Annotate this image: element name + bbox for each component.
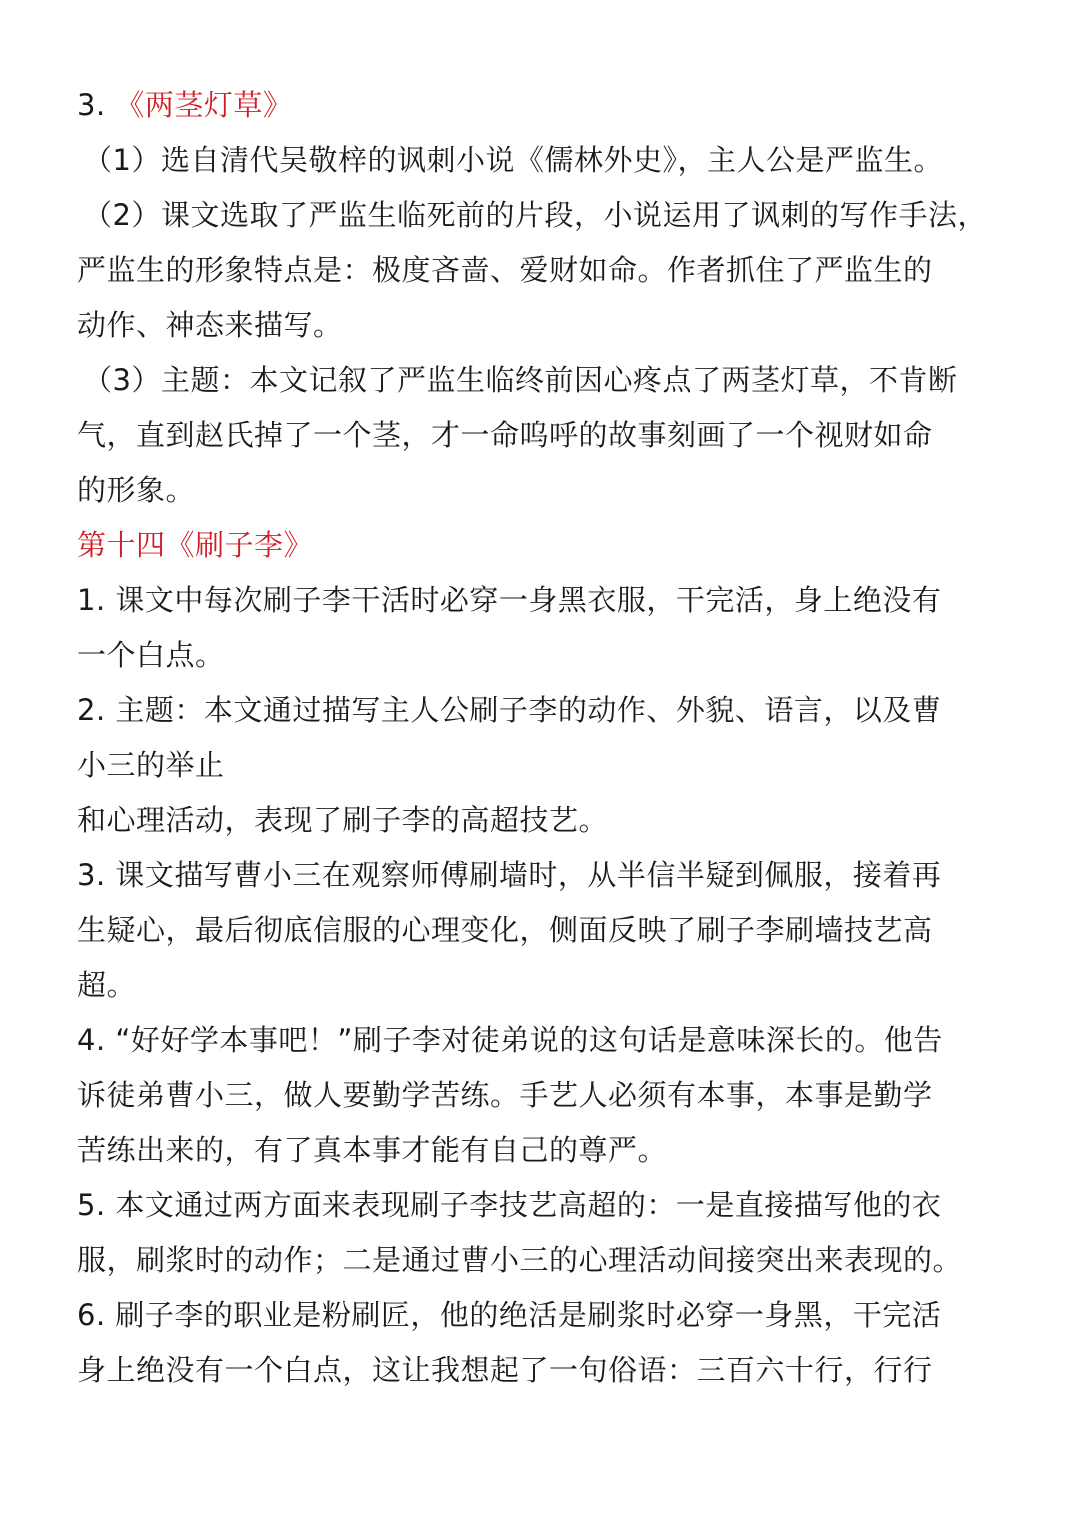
lesson-14-heading: 第十四《刷子李》 xyxy=(77,528,314,562)
document-body xyxy=(77,78,1005,1398)
lesson-14-item-4-line-1: 4. “好好学本事吧！”刷子李对徒弟说的这句话是意味深长的。他告 xyxy=(77,1023,943,1057)
lesson-14-item-6-line-1: 6. 刷子李的职业是粉刷匠，他的绝活是刷浆时必穿一身黑，干完活 xyxy=(77,1298,942,1332)
lesson-14-item-6-line-2: 身上绝没有一个白点，这让我想起了一句俗语：三百六十行，行行 xyxy=(77,1353,933,1387)
section-3-point-1: （1）选自清代吴敬梓的讽刺小说《儒林外史》，主人公是严监生。 xyxy=(83,143,943,177)
lesson-14-item-1-line-1: 1. 课文中每次刷子李干活时必穿一身黑衣服，干完活，身上绝没有 xyxy=(77,583,942,617)
section-3-point-3-line-3: 的形象。 xyxy=(77,473,196,507)
section-3-point-3-line-2: 气，直到赵氏掉了一个茎，才一命呜呼的故事刻画了一个视财如命 xyxy=(77,418,933,452)
lesson-14-item-5-line-2: 服，刷浆时的动作；二是通过曹小三的心理活动间接突出来表现的。 xyxy=(77,1243,963,1277)
lesson-14-item-3-line-1: 3. 课文描写曹小三在观察师傅刷墙时，从半信半疑到佩服，接着再 xyxy=(77,858,942,892)
lesson-14-item-2-line-2: 小三的举止 xyxy=(77,748,225,782)
lesson-14-item-2-line-1: 2. 主题：本文通过描写主人公刷子李的动作、外貌、语言，以及曹 xyxy=(77,693,942,727)
section-3-point-3-line-1: （3）主题：本文记叙了严监生临终前因心疼点了两茎灯草，不肯断 xyxy=(83,363,958,397)
section-3-point-2-line-3: 动作、神态来描写。 xyxy=(77,308,343,342)
section-title: 《两茎灯草》 xyxy=(115,88,293,122)
lesson-14-item-2-line-3: 和心理活动，表现了刷子李的高超技艺。 xyxy=(77,803,609,837)
lesson-14-item-1-line-2: 一个白点。 xyxy=(77,638,225,672)
lesson-14-item-5-line-1: 5. 本文通过两方面来表现刷子李技艺高超的：一是直接描写他的衣 xyxy=(77,1188,942,1222)
lesson-14-item-3-line-3: 超。 xyxy=(77,968,137,1002)
section-3-point-2-line-1: （2）课文选取了严监生临死前的片段，小说运用了讽刺的写作手法， xyxy=(83,198,987,232)
section-number: 3. xyxy=(77,88,116,122)
lesson-14-item-3-line-2: 生疑心，最后彻底信服的心理变化，侧面反映了刷子李刷墙技艺高 xyxy=(77,913,933,947)
lesson-14-item-4-line-3: 苦练出来的，有了真本事才能有自己的尊严。 xyxy=(77,1133,668,1167)
lesson-14-item-4-line-2: 诉徒弟曹小三，做人要勤学苦练。手艺人必须有本事，本事是勤学 xyxy=(77,1078,933,1112)
section-3-heading xyxy=(77,78,1005,133)
section-3-point-2-line-2: 严监生的形象特点是：极度吝啬、爱财如命。作者抓住了严监生的 xyxy=(77,253,933,287)
